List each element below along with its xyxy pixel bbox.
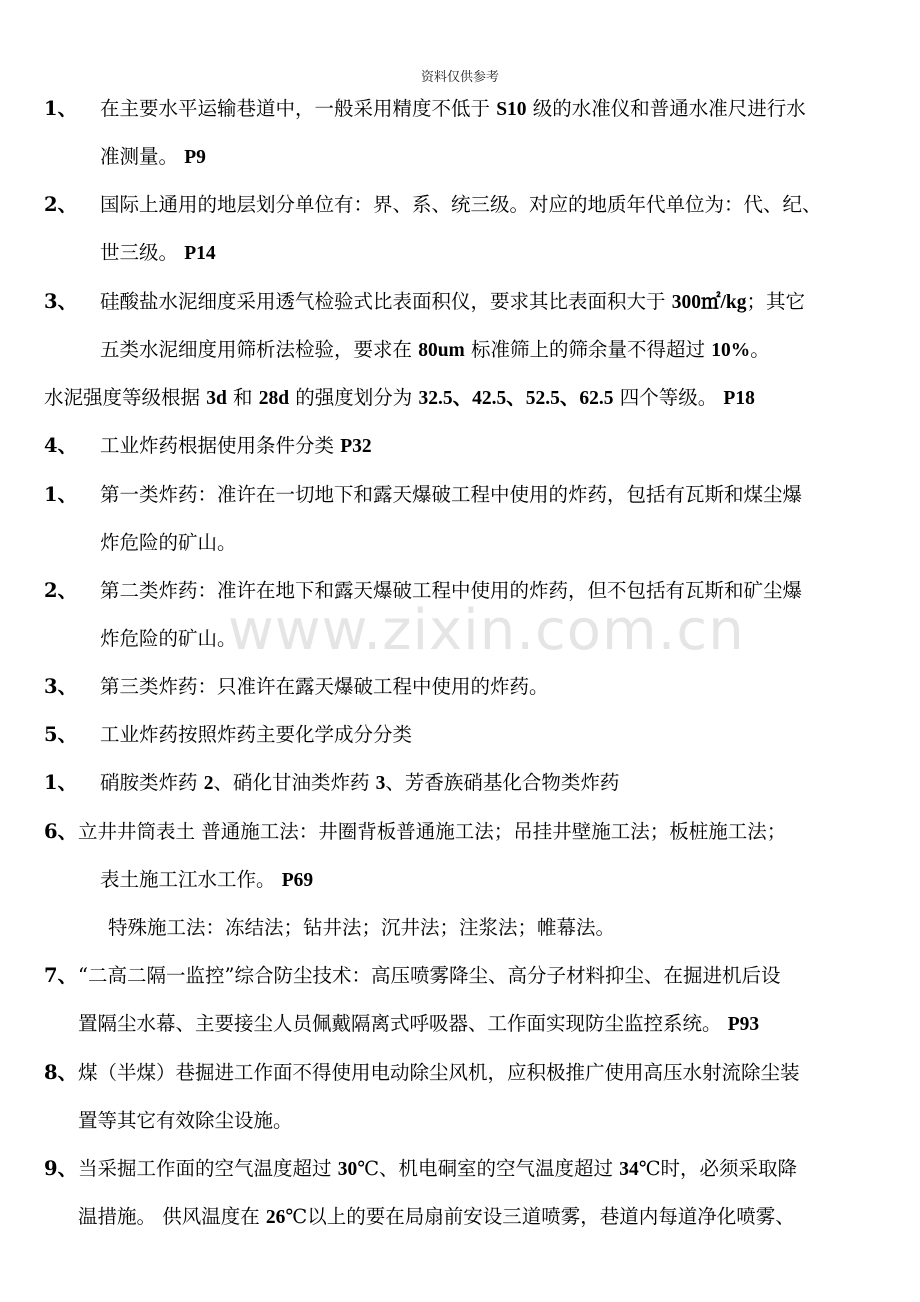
sub-3-line-1 (0, 672, 920, 702)
item-6-line-1 (0, 817, 920, 847)
line-text: 工业炸药按照炸药主要化学成分分类 (100, 723, 413, 746)
line-text: 置等其它有效除尘设施。 (78, 1109, 293, 1132)
line-text: 炸危险的矿山。 (100, 531, 237, 554)
line-text: 第一类炸药：准许在一切地下和露天爆破工程中使用的炸药，包括有瓦斯和煤尘爆 (100, 483, 803, 506)
item-number: 2、 (44, 193, 78, 216)
line-text: 国际上通用的地层划分单位有：界、系、统三级。对应的地质年代单位为：代、纪、 (100, 193, 822, 216)
item-8-line-2 (0, 1106, 920, 1136)
line-text: 工业炸药根据使用条件分类 P32 (100, 434, 372, 457)
item-3-line-1 (0, 287, 920, 317)
explosive-types-line (0, 768, 920, 798)
item-number: 3、 (44, 675, 78, 698)
item-number: 9、 (44, 1157, 78, 1180)
item-8-line-1 (0, 1058, 920, 1088)
line-text: 煤（半煤）巷掘进工作面不得使用电动除尘风机，应积极推广使用高压水射流除尘装 (78, 1061, 800, 1084)
item-9-line-2 (0, 1202, 920, 1232)
item-7-line-2 (0, 1009, 920, 1039)
line-text: 炸危险的矿山。 (100, 627, 237, 650)
sub-1-line-1 (0, 480, 920, 510)
line-text: “二高二隔一监控”综合防尘技术：高压喷雾降尘、高分子材料抑尘、在掘进机后设 (78, 964, 781, 987)
page-ref: P9 (184, 147, 206, 168)
line-text: 硝胺类炸药 2、硝化甘油类炸药 3、芳香族硝基化合物类炸药 (100, 771, 620, 794)
line-text: 温措施。 供风温度在 26℃以上的要在局扇前安设三道喷雾，巷道内每道净化喷雾、 (78, 1205, 795, 1228)
line-text: 五类水泥细度用筛析法检验，要求在 80um 标准筛上的筛余量不得超过 10%。 (100, 338, 770, 361)
sub-1-line-2 (0, 528, 920, 558)
item-9-line-1 (0, 1154, 920, 1184)
watermark: www.zixin.com.cn (228, 598, 745, 663)
line-text: 硅酸盐水泥细度采用透气检验式比表面积仪，要求其比表面积大于 300㎡/kg；其它 (100, 290, 805, 313)
item-5-line-1 (0, 720, 920, 750)
line-text: 准测量。 P9 (100, 145, 206, 168)
page-ref: P69 (281, 870, 314, 891)
item-2-line-1 (0, 190, 920, 220)
item-number: 2、 (44, 579, 78, 602)
line-text: 第三类炸药：只准许在露天爆破工程中使用的炸药。 (100, 675, 549, 698)
sub-2-line-1 (0, 576, 920, 606)
line-text: 特殊施工法：冻结法；钻井法；沉井法；注浆法；帷幕法。 (108, 916, 616, 939)
line-text: 水泥强度等级根据 3d 和 28d 的强度划分为 32.5、42.5、52.5、62.5 四个等级。 P18 (44, 386, 755, 409)
page-header: 资料仅供参考 (420, 70, 499, 85)
line-text: 立井井筒表土 普通施工法：井圈背板普通施工法；吊挂井壁施工法；板桩施工法； (78, 820, 787, 843)
page-ref: P32 (340, 436, 372, 457)
line-text: 第二类炸药：准许在地下和露天爆破工程中使用的炸药，但不包括有瓦斯和矿尘爆 (100, 579, 803, 602)
item-number: 7、 (44, 964, 78, 987)
line-text: 表土施工江水工作。 P69 (100, 868, 314, 891)
cement-grade-line (0, 383, 920, 413)
item-number: 4、 (44, 434, 78, 457)
item-number: 5、 (44, 723, 78, 746)
item-number: 8、 (44, 1061, 78, 1084)
line-text: 在主要水平运输巷道中，一般采用精度不低于 S10 级的水准仪和普通水准尺进行水 (100, 97, 806, 120)
item-3-line-2 (0, 335, 920, 365)
item-1-line-2 (0, 142, 920, 172)
line-text: 世三级。 P14 (100, 241, 216, 264)
page-ref: P93 (727, 1014, 760, 1035)
item-6-line-3 (0, 913, 920, 943)
item-number: 1、 (44, 771, 78, 794)
item-4-line-1 (0, 431, 920, 461)
item-number: 1、 (44, 97, 78, 120)
page-ref: P18 (723, 388, 755, 409)
item-1-line-1 (0, 94, 920, 124)
item-number: 1、 (44, 483, 78, 506)
item-6-line-2 (0, 865, 920, 895)
item-number: 3、 (44, 290, 78, 313)
line-text: 置隔尘水幕、主要接尘人员佩戴隔离式呼吸器、工作面实现防尘监控系统。 P93 (78, 1012, 760, 1035)
item-2-line-2 (0, 238, 920, 268)
item-number: 6、 (44, 820, 78, 843)
sub-2-line-2 (0, 624, 920, 654)
item-7-line-1 (0, 961, 920, 991)
line-text: 当采掘工作面的空气温度超过 30℃、机电硐室的空气温度超过 34℃时，必须采取降 (78, 1157, 798, 1180)
page-ref: P14 (184, 243, 216, 264)
